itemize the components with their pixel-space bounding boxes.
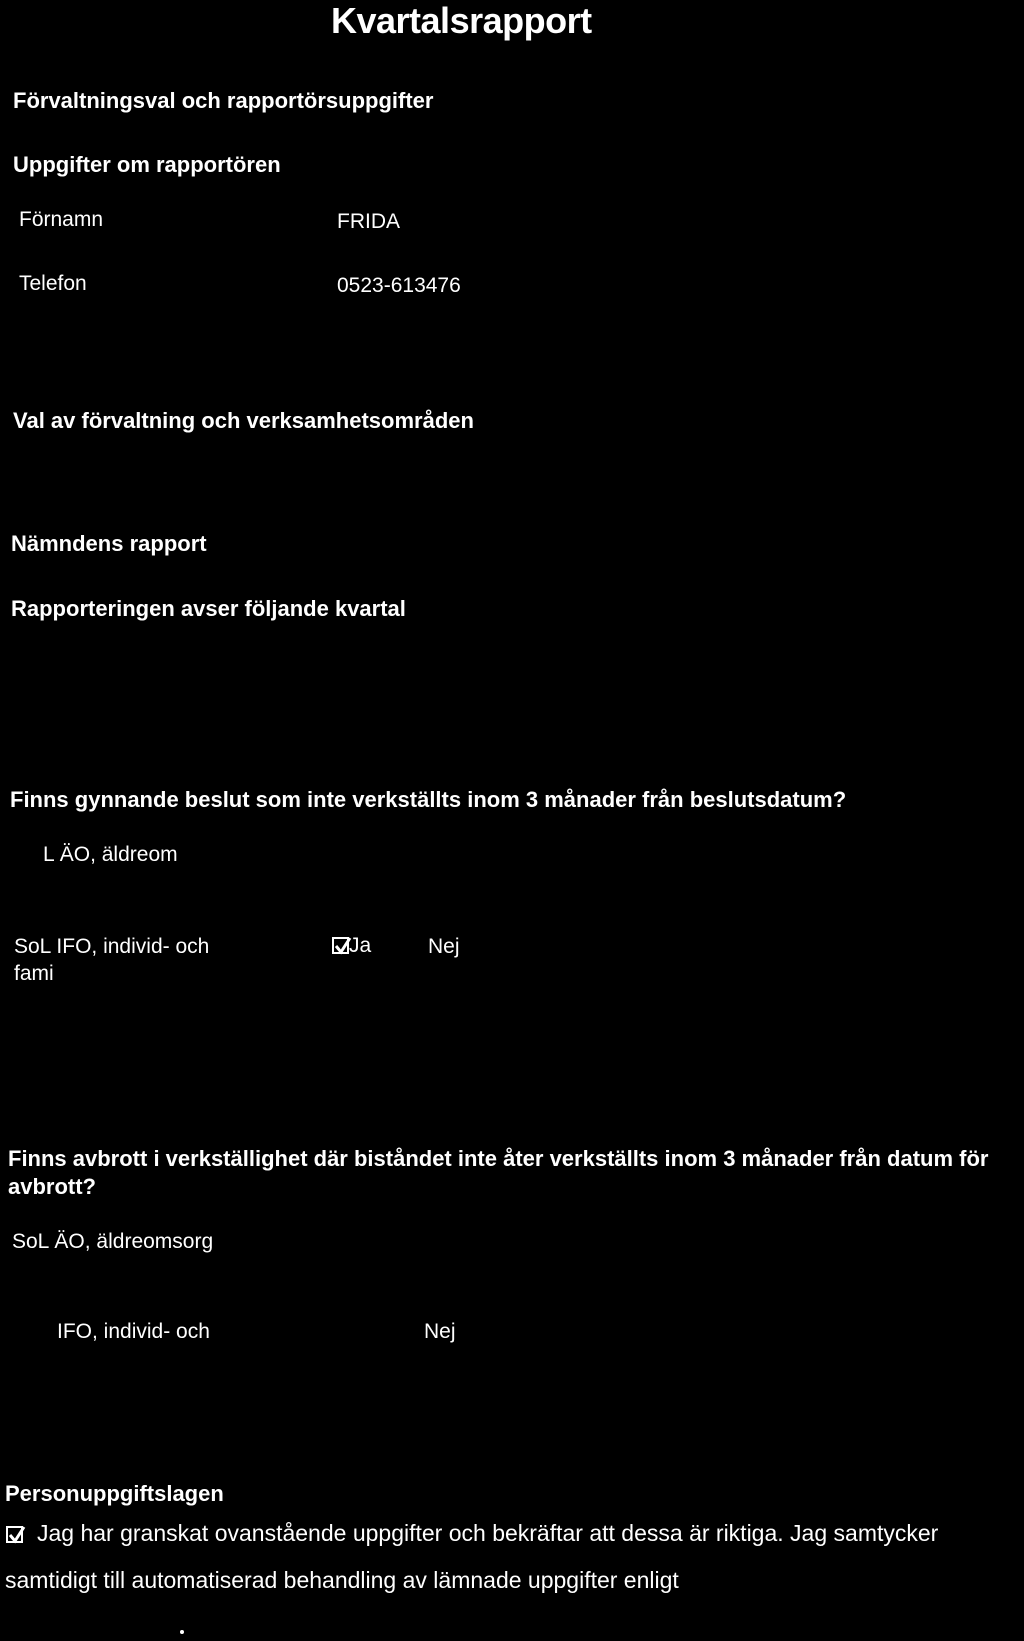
- field-value-telefon: 0523-613476: [337, 274, 461, 297]
- field-label-telefon: Telefon: [19, 272, 87, 295]
- section-heading-namnd: Nämndens rapport: [11, 531, 207, 556]
- question-gynnande-beslut: Finns gynnande beslut som inte verkställts inom 3 månader från beslutsdatum?: [10, 787, 847, 812]
- no-option-2[interactable]: Nej: [424, 1320, 456, 1343]
- yes-checkbox[interactable]: [332, 937, 349, 954]
- row-label-ifo-line2: fami: [14, 962, 54, 985]
- consent-checkbox[interactable]: [6, 1526, 23, 1543]
- yes-label: Ja: [349, 934, 372, 957]
- consent-line1[interactable]: [6, 1520, 938, 1547]
- field-value-fornamn: FRIDA: [337, 210, 400, 233]
- bullet-dot: [180, 1630, 184, 1634]
- yes-option[interactable]: [332, 934, 371, 958]
- row-label-sol-aldreomsorg: SoL ÄO, äldreomsorg: [12, 1230, 214, 1253]
- section-heading-rapportor: Förvaltningsval och rapportörsuppgifter: [13, 88, 434, 113]
- checkmark-icon: [7, 1524, 27, 1546]
- row-label-ifo-line1: SoL IFO, individ- och: [14, 935, 210, 958]
- consent-text-line1: Jag har granskat ovanstående uppgifter och bekräftar att dessa är riktiga. Jag samtycker: [37, 1520, 939, 1546]
- field-label-fornamn: Förnamn: [19, 208, 104, 231]
- consent-line2: samtidigt till automatiserad behandling av lämnade uppgifter enligt: [5, 1567, 679, 1593]
- checkmark-icon: [333, 935, 353, 957]
- subheading-kvartal: Rapporteringen avser följande kvartal: [11, 596, 406, 621]
- row-label-aldreomsorg: L ÄO, äldreom: [43, 843, 178, 866]
- row-label-ifo: IFO, individ- och: [57, 1320, 210, 1343]
- gdpr-heading: Personuppgiftslagen: [5, 1481, 224, 1506]
- subheading-rapportor: Uppgifter om rapportören: [13, 152, 281, 177]
- page-title: Kvartalsrapport: [331, 0, 592, 41]
- no-option[interactable]: Nej: [428, 935, 460, 958]
- section-heading-forvaltning: Val av förvaltning och verksamhetsområden: [13, 408, 474, 433]
- question-avbrott: Finns avbrott i verkställighet där biståndet inte åter verkställts inom 3 månader från datum för avbrott?: [8, 1146, 989, 1199]
